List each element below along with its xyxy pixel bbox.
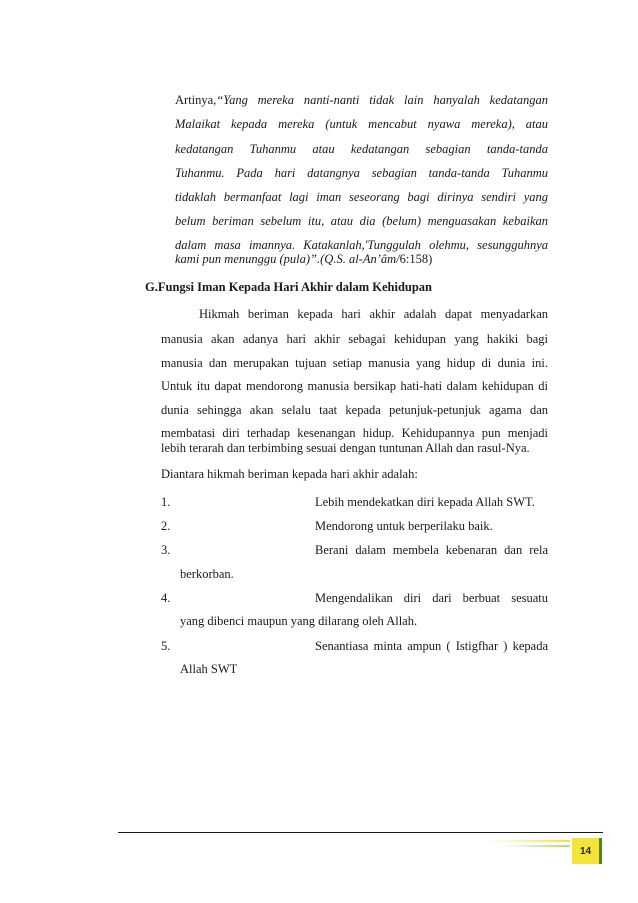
list-item-number: 5.: [161, 639, 171, 653]
paragraph-line: Untuk itu dapat mendorong manusia bersikap hati-hati dalam kehidupan di: [161, 379, 548, 393]
footer-rule: [118, 832, 603, 833]
list-item-continuation: Allah SWT: [180, 662, 238, 676]
quote-prefix: Artinya,: [175, 93, 217, 107]
quote-last-line: kami pun menunggu (pula)”.(Q.S. al-An’âm/6:158): [175, 252, 433, 266]
quote-line: Tuhanmu. Pada hari datangnya sebagian tanda-tanda Tuhanmu: [175, 166, 548, 180]
quote-line: tidaklah bermanfaat lagi iman seseorang bagi dirinya sendiri yang: [175, 190, 548, 204]
list-item-number: 4.: [161, 591, 171, 605]
paragraph-line: membatasi diri terhadap kesenangan hidup. Kehidupannya pun menjadi: [161, 426, 548, 440]
quote-line: Malaikat kepada mereka (untuk mencabut nyawa mereka), atau: [175, 117, 548, 131]
list-item-number: 1.: [161, 495, 171, 509]
paragraph-line: Hikmah beriman kepada hari akhir adalah dapat menyadarkan: [199, 307, 548, 321]
list-item-text: Mendorong untuk berperilaku baik.: [315, 519, 493, 533]
section-title: Fungsi Iman Kepada Hari Akhir dalam Kehidupan: [157, 280, 433, 294]
list-item-number: 2.: [161, 519, 171, 533]
list-intro: Diantara hikmah beriman kepada hari akhir adalah:: [161, 467, 418, 481]
list-item-text: Mengendalikan diri dari berbuat sesuatu: [315, 591, 548, 605]
list-item-text: Senantiasa minta ampun ( Istigfhar ) kepada: [315, 639, 548, 653]
footer-green-band: [500, 845, 570, 847]
quote-reference: 6:158): [399, 252, 433, 266]
page-number: 14: [572, 838, 602, 864]
section-label: G.: [145, 280, 158, 294]
list-item-text: Lebih mendekatkan diri kepada Allah SWT.: [315, 495, 535, 509]
paragraph-line: manusia akan adanya hari akhir sebagai kehidupan yang hakiki bagi: [161, 332, 548, 346]
paragraph-line: lebih terarah dan terbimbing sesuai dengan tuntunan Allah dan rasul-Nya.: [161, 441, 530, 455]
list-item-text: Berani dalam membela kebenaran dan rela: [315, 543, 548, 557]
quote-line: dalam masa imannya. Katakanlah,'Tunggulah olehmu, sesungguhnya: [175, 238, 548, 252]
quote-line: belum beriman sebelum itu, atau dia (belum) menguasakan kebaikan: [175, 214, 548, 228]
list-item-number: 3.: [161, 543, 171, 557]
quote-line: Artinya,“Yang mereka nanti-nanti tidak lain hanyalah kedatangan: [175, 93, 548, 107]
footer-yellow-band: [486, 840, 570, 842]
quote-line: kedatangan Tuhanmu atau kedatangan sebagian tanda-tanda: [175, 142, 548, 156]
paragraph-line: dunia sehingga akan selalu taat kepada petunjuk-petunjuk agama dan: [161, 403, 548, 417]
paragraph-line: manusia dan merupakan tujuan setiap manusia yang hidup di dunia ini.: [161, 356, 548, 370]
list-item-continuation: yang dibenci maupun yang dilarang oleh Allah.: [180, 614, 418, 628]
section-heading: [145, 279, 432, 295]
list-item-continuation: berkorban.: [180, 567, 234, 581]
